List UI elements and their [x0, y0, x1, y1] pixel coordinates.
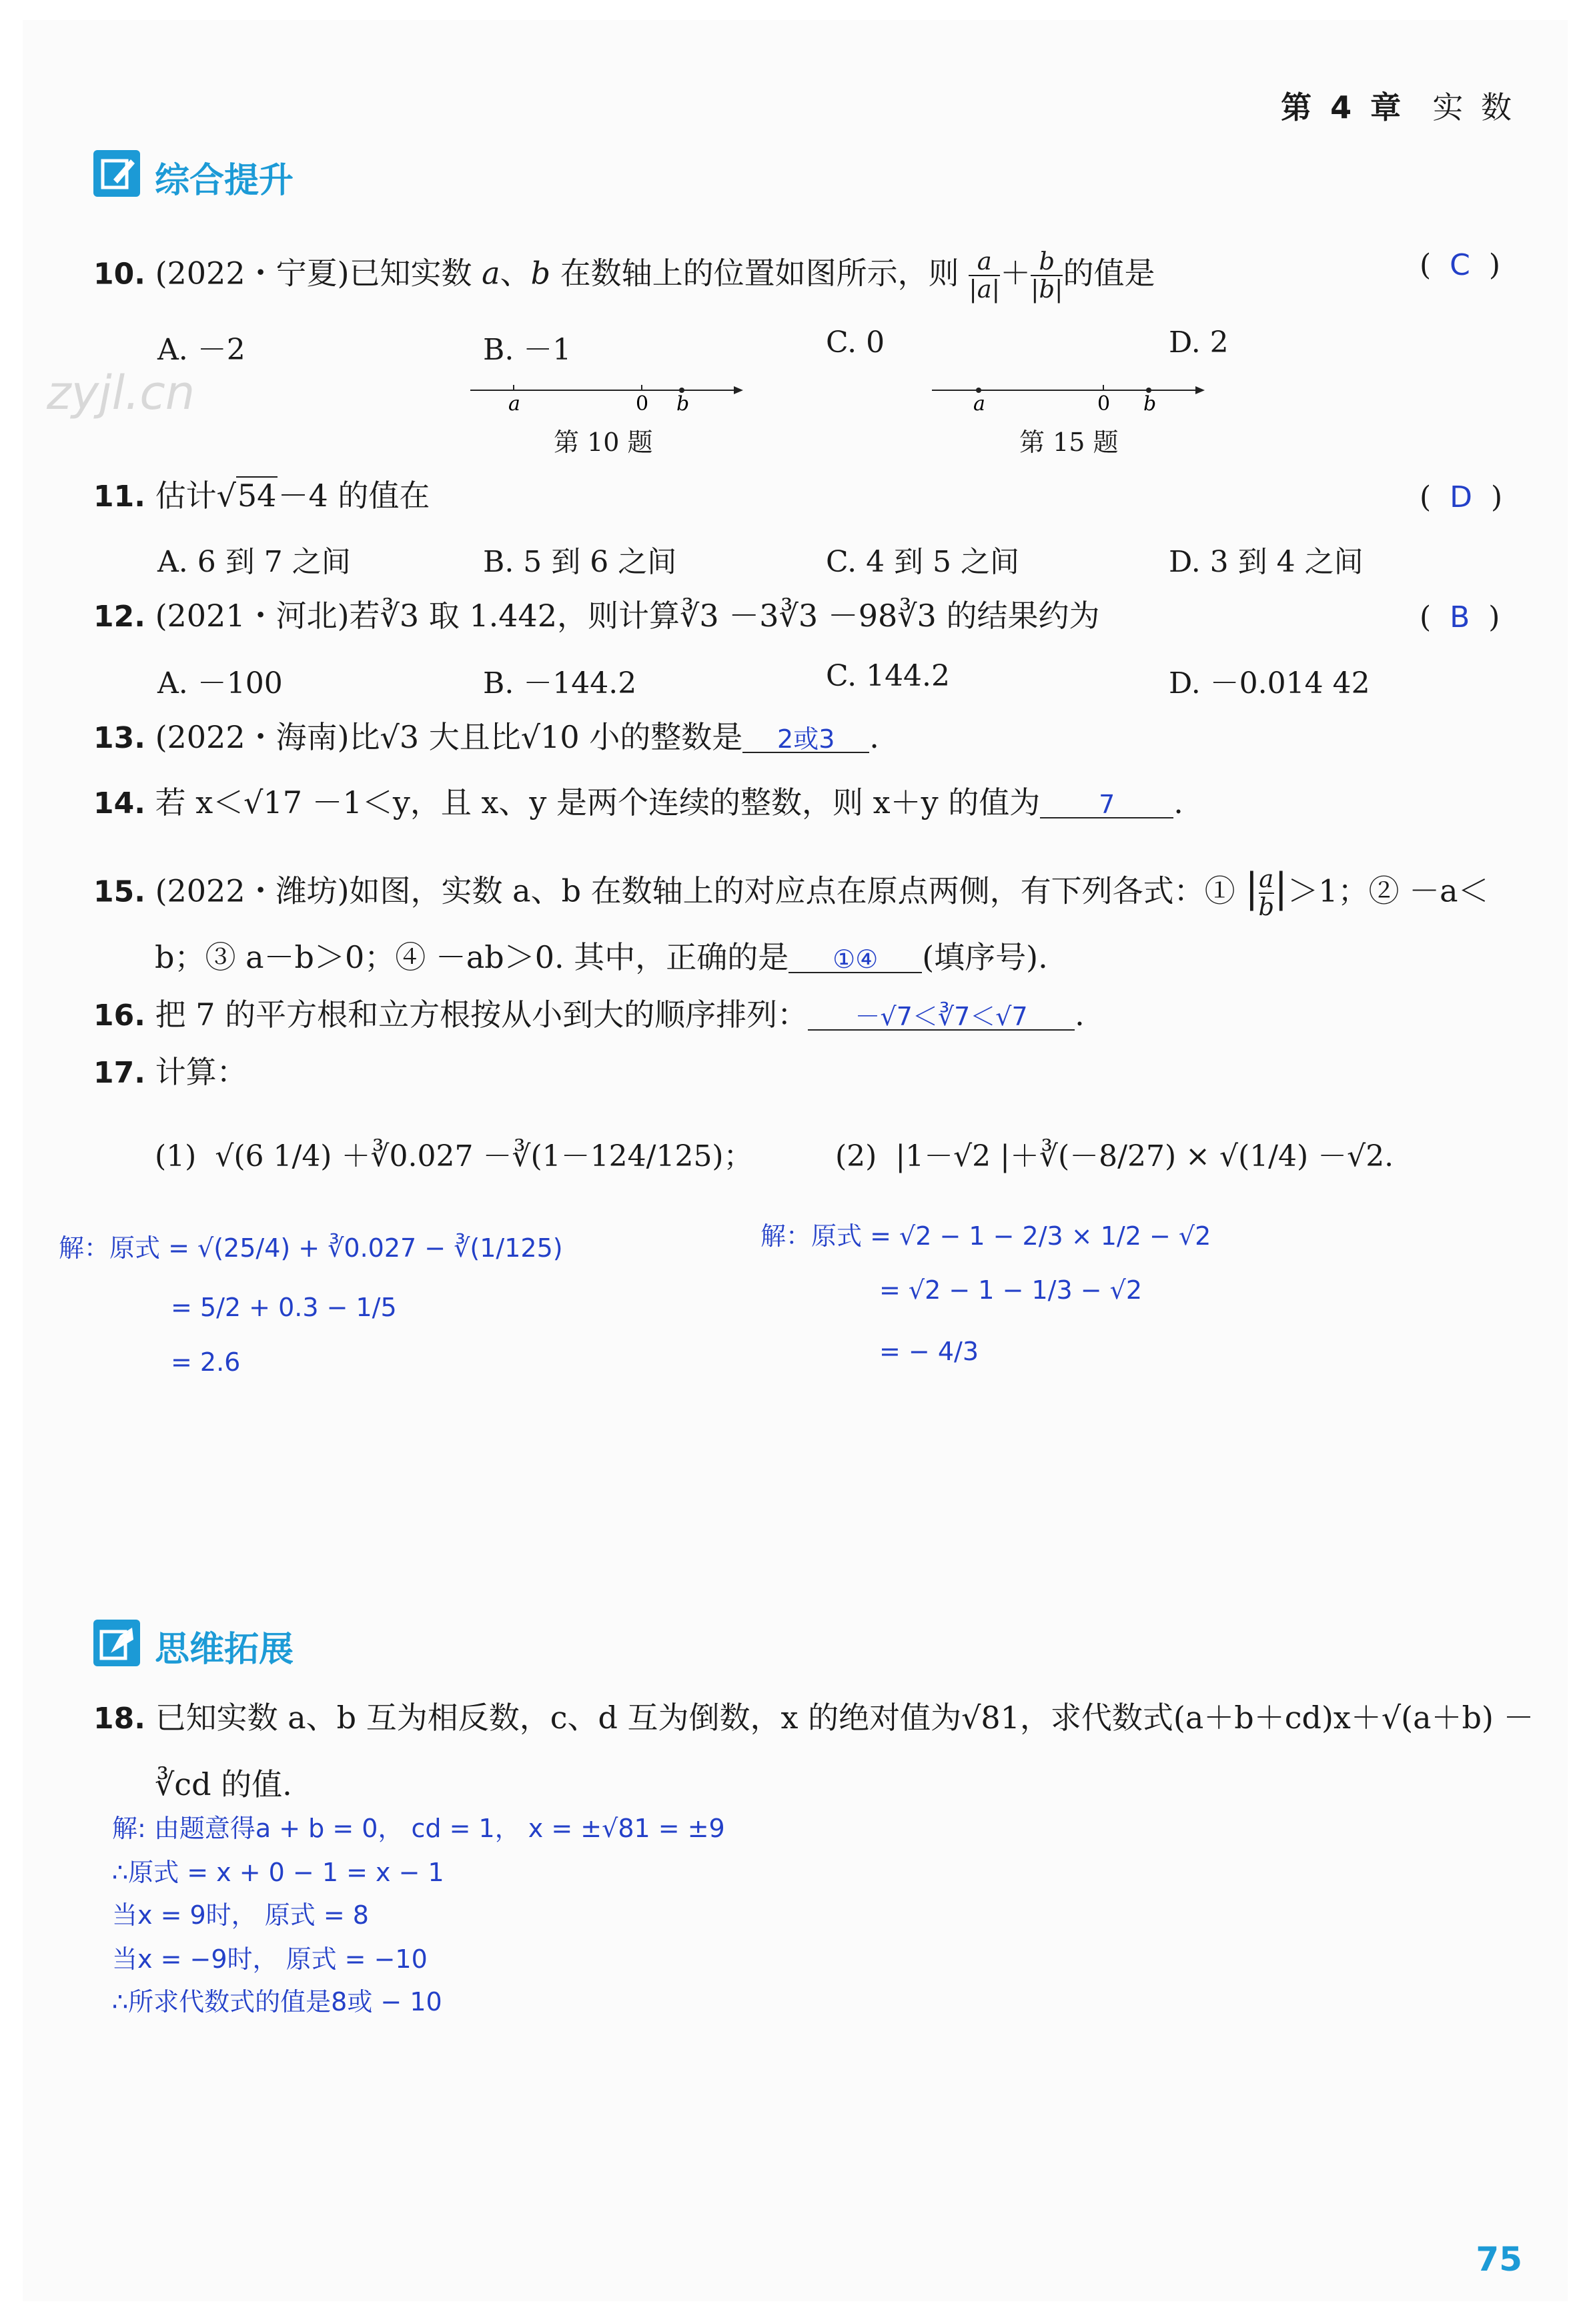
axis-label-b: b: [1143, 392, 1157, 416]
watermark: zyjl.cn: [47, 366, 195, 420]
number-line-q15: [929, 377, 1209, 417]
option-10-b: B. －1: [483, 333, 572, 367]
answer-box-12: ( B ): [1420, 600, 1500, 634]
section-title-comprehensive: 综合提升: [155, 161, 294, 201]
question-17: 17. 计算：: [93, 1054, 247, 1090]
answer-box-11: ( D ): [1420, 480, 1503, 514]
axis-label-zero: 0: [1097, 392, 1111, 416]
solution-17-1-line2: = 5/2 + 0.3 − 1/5: [171, 1293, 397, 1322]
solution-18-line5: ∴所求代数式的值是8或 − 10: [112, 1987, 442, 2016]
figure-caption-15: 第 15 题: [1019, 428, 1119, 457]
solution-17-1-line3: = 2.6: [171, 1347, 241, 1377]
question-10: 10. (2022・宁夏)已知实数 a、b 在数轴上的位置如图所示，则 $\frac{a}{|a|}$ ＋ $\frac{b}{|b|}$ 的值是: [93, 247, 1155, 304]
answer-15: ①④: [788, 947, 922, 973]
option-12-a: A. －100: [157, 666, 283, 700]
solution-17-2-line2: = √2 − 1 − 1/3 − √2: [879, 1275, 1143, 1305]
option-10-a: A. －2: [157, 333, 245, 367]
solution-17-2-line1: 解：原式 = √2 − 1 − 2/3 × 1/2 − √2: [760, 1221, 1211, 1251]
question-13: 13. (2022・海南)比√3 大且比√10 小的整数是 2或3 .: [93, 719, 879, 755]
option-11-b: B. 5 到 6 之间: [483, 545, 677, 579]
option-10-c: C. 0: [826, 326, 885, 360]
solution-17-1-line1: 解：原式 = √(25/4) + ∛0.027 − ∛(1/125): [59, 1233, 563, 1263]
question-11: 11. 估计√54－4 的值在: [93, 478, 430, 514]
section-title-extension: 思维拓展: [155, 1630, 294, 1670]
answer-14: 7: [1040, 792, 1173, 818]
rocket-icon: [93, 1620, 140, 1666]
question-18-line2: ∛cd 的值.: [155, 1766, 292, 1802]
chapter-header: 第 4 章 实 数: [1281, 89, 1516, 125]
solution-18-line1: 解: 由题意得a + b = 0， cd = 1， x = ±√81 = ±9: [112, 1814, 725, 1843]
figure-caption-10: 第 10 题: [554, 428, 653, 457]
answer-13: 2或3: [742, 726, 869, 753]
option-11-a: A. 6 到 7 之间: [157, 545, 351, 579]
axis-label-zero: 0: [636, 392, 649, 416]
edit-icon: [93, 150, 140, 197]
solution-18-line3: 当x = 9时， 原式 = 8: [112, 1900, 369, 1930]
option-12-d: D. －0.014 42: [1169, 666, 1370, 700]
question-15-line2: b；③ a－b＞0；④ －ab＞0. 其中，正确的是 ①④ (填序号).: [155, 939, 1048, 975]
question-17-part2: (2) |1－√2 |＋∛(－8/27) × √(1/4) －√2.: [835, 1139, 1394, 1173]
axis-label-b: b: [676, 392, 690, 416]
question-16: 16. 把 7 的平方根和立方根按从小到大的顺序排列： －√7＜∛7＜√7 .: [93, 997, 1085, 1033]
answer-16: －√7＜∛7＜√7: [808, 1004, 1075, 1031]
question-18-line1: 18. 已知实数 a、b 互为相反数，c、d 互为倒数，x 的绝对值为√81，求代数式(a＋b＋cd)x＋√(a＋b) －: [93, 1700, 1534, 1736]
axis-label-a: a: [508, 392, 520, 416]
option-11-d: D. 3 到 4 之间: [1169, 545, 1364, 579]
option-11-c: C. 4 到 5 之间: [826, 545, 1020, 579]
solution-17-2-line3: = − 4/3: [879, 1337, 979, 1366]
answer-box-10: ( C ): [1420, 248, 1501, 282]
question-17-part1: (1) √(6 1/4) ＋∛0.027 －∛(1－124/125)；: [155, 1139, 753, 1173]
solution-18-line4: 当x = −9时， 原式 = −10: [112, 1944, 428, 1974]
page-number: 75: [1476, 2240, 1522, 2279]
question-14: 14. 若 x＜√17 －1＜y，且 x、y 是两个连续的整数，则 x＋y 的值为 7 .: [93, 784, 1183, 820]
solution-18-line2: ∴原式 = x + 0 − 1 = x − 1: [112, 1858, 444, 1887]
number-line-q10: [467, 377, 747, 417]
question-12: 12. (2021・河北)若∛3 取 1.442，则计算∛3 －3∛3 －98∛3 的结果约为: [93, 598, 1100, 634]
option-12-c: C. 144.2: [826, 659, 951, 693]
option-12-b: B. －144.2: [483, 666, 637, 700]
option-10-d: D. 2: [1169, 326, 1229, 360]
question-15-line1: 15. (2022・潍坊)如图，实数 a、b 在数轴上的对应点在原点两侧，有下列各式：① | $\frac{a}{b}$ |＞1；② －a＜: [93, 864, 1489, 922]
axis-label-a: a: [973, 392, 985, 416]
